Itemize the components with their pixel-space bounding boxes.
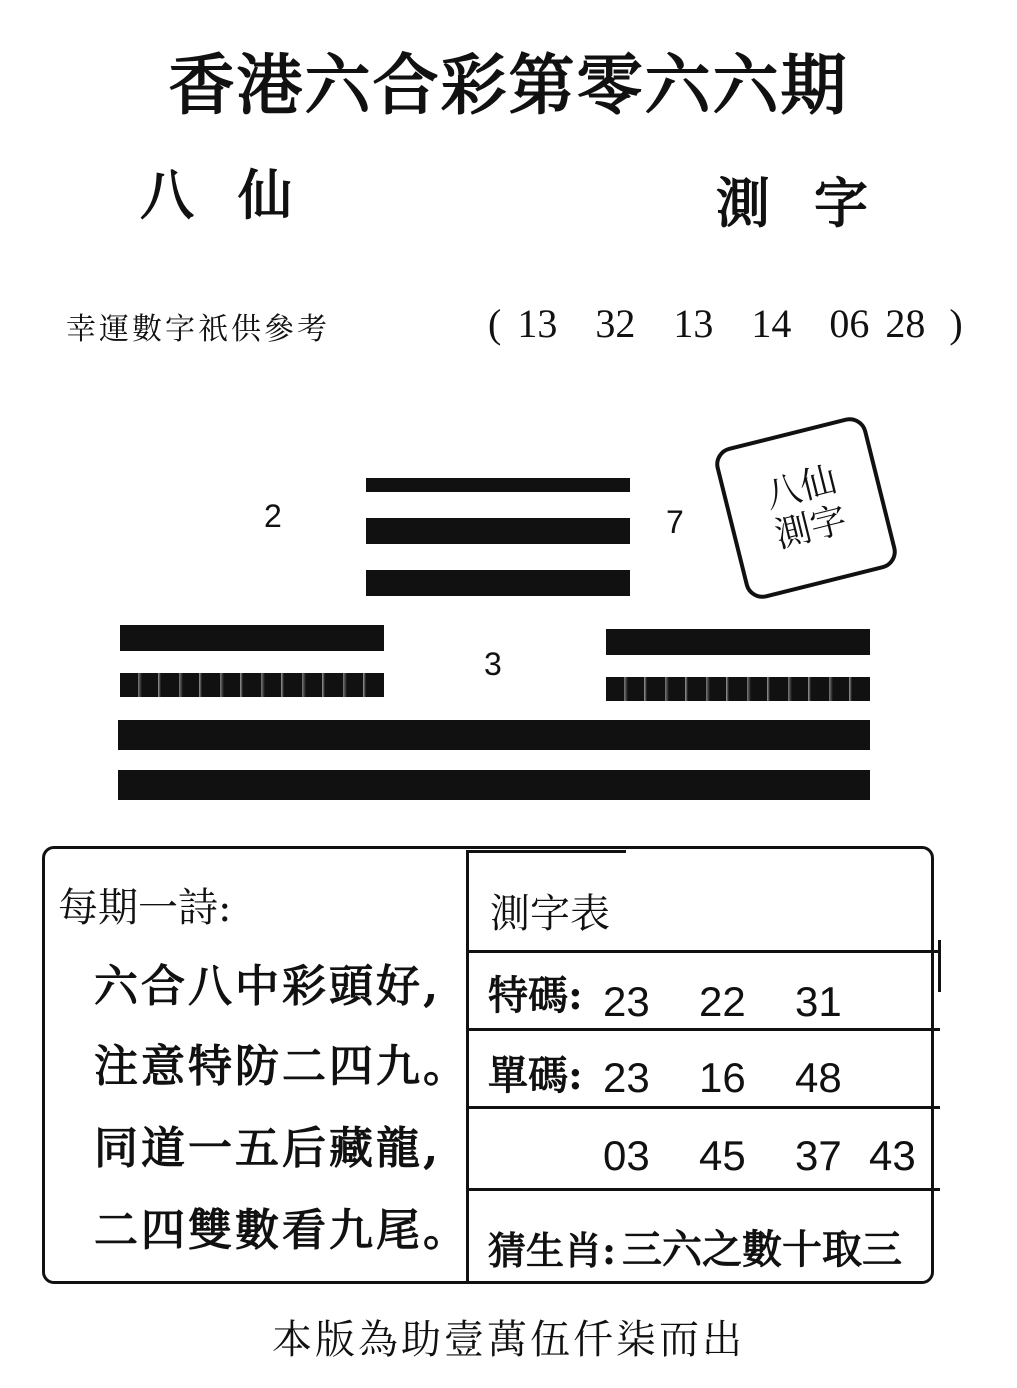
number-cell: 03	[603, 1132, 650, 1179]
number-cell: 43	[869, 1132, 916, 1179]
number-cell: 31	[795, 978, 842, 1025]
number-cell: 22	[699, 978, 746, 1025]
lucky-number: 13	[517, 301, 558, 346]
row-label-single: 單碼:	[488, 1052, 583, 1099]
number-cell: 23	[603, 1054, 650, 1101]
trigram-bar	[118, 720, 870, 750]
table-header-line	[466, 850, 626, 853]
seal-stamp	[711, 413, 900, 602]
trigram-number-right: 7	[666, 504, 684, 540]
trigram-bar	[366, 518, 630, 544]
lucky-number: 14	[751, 301, 792, 346]
trigram-number-left: 2	[264, 498, 282, 534]
footer-note: 本版為助壹萬伍仟柒而出	[272, 1317, 745, 1363]
lucky-number: 06	[829, 301, 870, 346]
table-row-line	[466, 1188, 940, 1191]
lucky-numbers-label: 幸運數字祇供參考	[66, 312, 330, 347]
zodiac-label: 猜生肖:	[488, 1228, 617, 1273]
stamp-line-1: 八仙	[761, 459, 841, 517]
trigram-bar	[120, 673, 384, 697]
stamp-line-2: 測字	[771, 499, 851, 557]
row-label-special: 特碼:	[488, 972, 583, 1019]
poem-line: 同道一五后藏龍,	[94, 1123, 442, 1174]
table-right-edge	[938, 940, 941, 992]
row-values-special	[603, 978, 891, 1026]
lucky-number: 28	[885, 301, 926, 346]
table-row-line	[466, 950, 940, 953]
number-cell: 23	[603, 978, 650, 1025]
number-cell: 37	[795, 1132, 842, 1179]
trigram-bar	[118, 770, 870, 800]
trigram-bar	[606, 677, 870, 701]
poem-line: 注意特防二四九。	[94, 1041, 470, 1092]
trigram-bar	[120, 625, 384, 651]
row-values-extra	[603, 1132, 965, 1180]
table-row-line	[466, 1028, 940, 1031]
table-row-line	[466, 1106, 940, 1109]
trigram-number-center: 3	[484, 646, 502, 682]
lucky-number: 13	[673, 301, 714, 346]
zodiac-value: 三六之數十取三	[622, 1226, 902, 1273]
paren-close: )	[949, 301, 963, 346]
right-subtitle: 測字	[716, 171, 912, 235]
poem-line: 二四雙數看九尾。	[94, 1205, 470, 1256]
number-cell: 48	[795, 1054, 842, 1101]
table-title: 測字表	[490, 891, 610, 937]
lucky-number: 32	[595, 301, 636, 346]
row-values-single	[603, 1054, 891, 1102]
trigram-bar	[366, 570, 630, 596]
number-cell: 45	[699, 1132, 746, 1179]
left-subtitle: 八仙	[140, 163, 336, 227]
lucky-numbers	[488, 301, 963, 346]
paren-open: (	[488, 301, 502, 346]
trigram-bar	[606, 629, 870, 655]
poem-title: 每期一詩:	[58, 885, 232, 931]
trigram-bar	[366, 478, 630, 492]
page-title: 香港六合彩第零六六期	[168, 46, 849, 124]
poem-line: 六合八中彩頭好,	[94, 961, 442, 1012]
number-cell: 16	[699, 1054, 746, 1101]
